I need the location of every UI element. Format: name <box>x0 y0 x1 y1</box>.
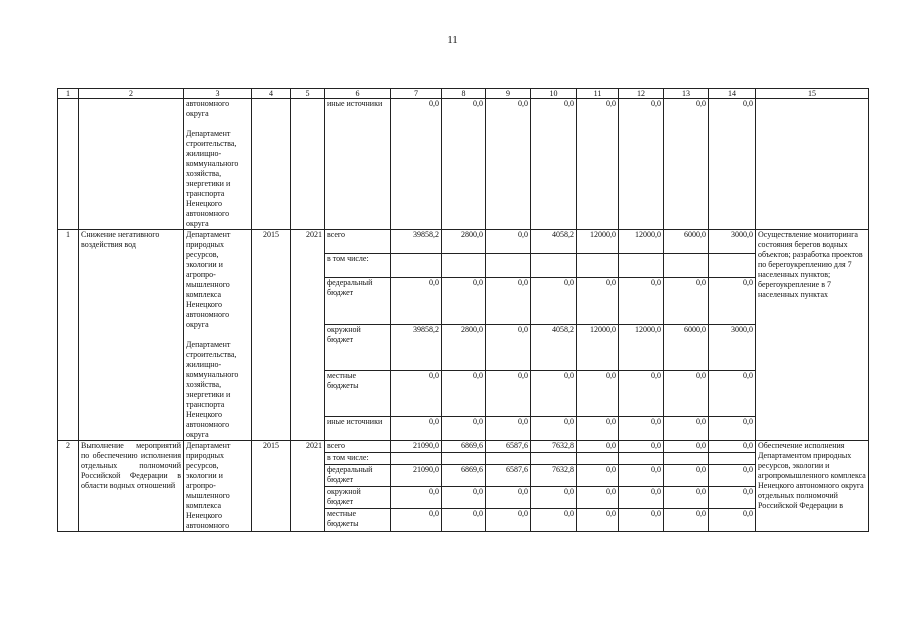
column-header: 1 <box>58 89 79 99</box>
funding-value: 0,0 <box>391 370 442 416</box>
responsible-line: ресурсов, <box>186 461 219 470</box>
funding-value: 39858,2 <box>391 324 442 370</box>
expected-result <box>756 99 869 230</box>
funding-value: 0,0 <box>619 487 664 509</box>
responsible-line: агропро- <box>186 270 216 279</box>
funding-value: 0,0 <box>664 99 709 230</box>
responsible-line: Ненецкого <box>186 199 223 208</box>
responsible-line: мышленного <box>186 491 230 500</box>
column-header: 13 <box>664 89 709 99</box>
funding-value: 2800,0 <box>442 324 486 370</box>
responsible-line: Департамент <box>186 340 231 349</box>
responsible-line: коммунального <box>186 159 239 168</box>
funding-value: 6869,6 <box>442 441 486 453</box>
page-number: 11 <box>447 34 458 46</box>
funding-value: 21090,0 <box>391 464 442 486</box>
funding-value <box>619 254 664 278</box>
funding-source: окружной бюджет <box>325 487 391 509</box>
responsible-line: Ненецкого <box>186 300 223 309</box>
funding-value: 0,0 <box>577 464 619 486</box>
funding-value: 21090,0 <box>391 441 442 453</box>
funding-value: 0,0 <box>531 416 577 440</box>
column-header: 6 <box>325 89 391 99</box>
funding-value: 0,0 <box>664 416 709 440</box>
row-number: 1 <box>58 230 79 441</box>
funding-value <box>709 254 756 278</box>
funding-value <box>442 452 486 464</box>
funding-value: 0,0 <box>531 509 577 532</box>
expected-result: Обеспечение исполнения Департаментом природных ресурсов, экологии и агропромышленного комплекса Ненецкого автономного округа отдельных полномочий Российской Федерации в <box>756 441 869 532</box>
column-header: 14 <box>709 89 756 99</box>
start-year: 2015 <box>252 441 291 532</box>
funding-value: 0,0 <box>664 441 709 453</box>
column-header: 11 <box>577 89 619 99</box>
funding-value <box>664 254 709 278</box>
funding-value: 0,0 <box>442 509 486 532</box>
funding-source: местные бюджеты <box>325 370 391 416</box>
funding-value: 0,0 <box>531 278 577 324</box>
funding-value: 0,0 <box>486 370 531 416</box>
program-table <box>57 88 869 532</box>
responsible-executor <box>184 441 252 532</box>
funding-value: 0,0 <box>709 416 756 440</box>
responsible-line: ресурсов, <box>186 250 219 259</box>
funding-value: 0,0 <box>577 278 619 324</box>
funding-value: 6000,0 <box>664 324 709 370</box>
funding-value: 0,0 <box>577 509 619 532</box>
column-header: 4 <box>252 89 291 99</box>
funding-source: окружной бюджет <box>325 324 391 370</box>
funding-value: 0,0 <box>664 464 709 486</box>
funding-value: 12000,0 <box>619 324 664 370</box>
responsible-line: автономного <box>186 310 230 319</box>
funding-value: 0,0 <box>664 370 709 416</box>
funding-value <box>486 254 531 278</box>
column-header: 3 <box>184 89 252 99</box>
funding-value: 0,0 <box>442 99 486 230</box>
funding-value: 0,0 <box>486 416 531 440</box>
funding-value: 0,0 <box>442 370 486 416</box>
responsible-line: автономного <box>186 521 230 530</box>
responsible-line: энергетики и <box>186 390 231 399</box>
responsible-line: округа <box>186 219 209 228</box>
funding-value: 0,0 <box>442 416 486 440</box>
table-row <box>58 99 869 230</box>
funding-value: 0,0 <box>486 324 531 370</box>
funding-source: иные источники <box>325 99 391 230</box>
expected-result: Осуществление мониторинга состояния берегов водных объектов; разработка проектов по берегоукреплению для 7 населенных пунктов; берегоукрепление в 7 населенных пунктах <box>756 230 869 441</box>
responsible-line: автономного <box>186 99 230 108</box>
responsible-executor <box>184 230 252 441</box>
funding-value: 12000,0 <box>577 324 619 370</box>
funding-value <box>577 254 619 278</box>
funding-value: 7632,8 <box>531 464 577 486</box>
column-header: 2 <box>79 89 184 99</box>
responsible-line: округа <box>186 320 209 329</box>
responsible-line: комплекса <box>186 501 222 510</box>
column-header: 8 <box>442 89 486 99</box>
responsible-line: экологии и <box>186 260 223 269</box>
responsible-line: хозяйства, <box>186 169 222 178</box>
responsible-line: Департамент <box>186 129 231 138</box>
funding-value: 0,0 <box>709 441 756 453</box>
funding-value: 0,0 <box>486 509 531 532</box>
funding-value: 0,0 <box>619 509 664 532</box>
funding-value: 0,0 <box>577 370 619 416</box>
funding-value: 0,0 <box>709 464 756 486</box>
funding-value: 0,0 <box>391 487 442 509</box>
funding-value: 0,0 <box>391 416 442 440</box>
funding-value <box>531 254 577 278</box>
responsible-line <box>186 330 249 340</box>
funding-value: 12000,0 <box>619 230 664 254</box>
responsible-line: Ненецкого <box>186 410 223 419</box>
responsible-line: жилищно- <box>186 149 222 158</box>
funding-value: 0,0 <box>619 464 664 486</box>
funding-value: 0,0 <box>664 509 709 532</box>
responsible-executor <box>184 99 252 230</box>
funding-source: всего <box>325 441 391 453</box>
funding-value: 0,0 <box>664 487 709 509</box>
column-header: 10 <box>531 89 577 99</box>
funding-value <box>709 452 756 464</box>
funding-value: 0,0 <box>619 370 664 416</box>
responsible-line: жилищно- <box>186 360 222 369</box>
funding-value: 0,0 <box>619 99 664 230</box>
funding-value <box>531 452 577 464</box>
funding-value: 12000,0 <box>577 230 619 254</box>
responsible-line: мышленного <box>186 280 230 289</box>
funding-value <box>442 254 486 278</box>
funding-value: 3000,0 <box>709 324 756 370</box>
responsible-line: автономного <box>186 209 230 218</box>
funding-value: 0,0 <box>531 99 577 230</box>
activity-name <box>79 99 184 230</box>
funding-value: 0,0 <box>486 487 531 509</box>
funding-value: 0,0 <box>442 487 486 509</box>
funding-source: всего <box>325 230 391 254</box>
funding-value: 39858,2 <box>391 230 442 254</box>
activity-name: Выполнение мероприятий по обеспечению исполнения отдельных полномочий Российской Федерации в области водных отношений <box>79 441 184 532</box>
responsible-line: транспорта <box>186 189 225 198</box>
header-row <box>58 89 869 99</box>
responsible-line <box>186 119 249 129</box>
activity-name: Снижение негативного воздействия вод <box>79 230 184 441</box>
row-number: 2 <box>58 441 79 532</box>
responsible-line: строительства, <box>186 139 237 148</box>
funding-value: 0,0 <box>577 487 619 509</box>
funding-value: 0,0 <box>577 441 619 453</box>
responsible-line: округа <box>186 109 209 118</box>
funding-value: 0,0 <box>531 370 577 416</box>
responsible-line: энергетики и <box>186 179 231 188</box>
funding-value: 0,0 <box>709 99 756 230</box>
funding-value: 0,0 <box>486 230 531 254</box>
responsible-line: автономного <box>186 420 230 429</box>
funding-value: 0,0 <box>709 370 756 416</box>
start-year <box>252 99 291 230</box>
responsible-line: коммунального <box>186 370 239 379</box>
funding-value: 0,0 <box>391 509 442 532</box>
funding-value <box>577 452 619 464</box>
funding-value: 0,0 <box>664 278 709 324</box>
start-year: 2015 <box>252 230 291 441</box>
responsible-line: Ненецкого <box>186 511 223 520</box>
funding-value: 0,0 <box>619 278 664 324</box>
funding-value: 0,0 <box>391 99 442 230</box>
funding-value <box>664 452 709 464</box>
funding-value: 6587,6 <box>486 464 531 486</box>
funding-value: 0,0 <box>391 278 442 324</box>
responsible-line: Департамент <box>186 441 231 450</box>
end-year: 2021 <box>291 230 325 441</box>
funding-value: 3000,0 <box>709 230 756 254</box>
funding-value <box>391 254 442 278</box>
responsible-line: природных <box>186 451 225 460</box>
column-header: 5 <box>291 89 325 99</box>
funding-source: в том числе: <box>325 452 391 464</box>
responsible-line: транспорта <box>186 400 225 409</box>
funding-value: 0,0 <box>577 416 619 440</box>
funding-source: иные источники <box>325 416 391 440</box>
funding-source: федеральный бюджет <box>325 464 391 486</box>
responsible-line: агропро- <box>186 481 216 490</box>
funding-value: 0,0 <box>577 99 619 230</box>
funding-value: 0,0 <box>486 278 531 324</box>
funding-value: 4058,2 <box>531 324 577 370</box>
responsible-line: комплекса <box>186 290 222 299</box>
funding-value: 2800,0 <box>442 230 486 254</box>
responsible-line: Департамент <box>186 230 231 239</box>
responsible-line: природных <box>186 240 225 249</box>
funding-value: 0,0 <box>619 416 664 440</box>
funding-value: 0,0 <box>709 278 756 324</box>
funding-source: местные бюджеты <box>325 509 391 532</box>
table-row <box>58 441 869 453</box>
responsible-line: округа <box>186 430 209 439</box>
funding-value: 4058,2 <box>531 230 577 254</box>
end-year <box>291 99 325 230</box>
funding-value: 6869,6 <box>442 464 486 486</box>
funding-value: 0,0 <box>709 509 756 532</box>
column-header: 7 <box>391 89 442 99</box>
funding-value: 0,0 <box>619 441 664 453</box>
funding-value: 0,0 <box>709 487 756 509</box>
funding-value: 0,0 <box>486 99 531 230</box>
funding-value: 6587,6 <box>486 441 531 453</box>
column-header: 12 <box>619 89 664 99</box>
funding-value <box>486 452 531 464</box>
responsible-line: экологии и <box>186 471 223 480</box>
row-number <box>58 99 79 230</box>
funding-value <box>391 452 442 464</box>
table-row <box>58 230 869 254</box>
responsible-line: хозяйства, <box>186 380 222 389</box>
responsible-line: строительства, <box>186 350 237 359</box>
funding-source: федеральный бюджет <box>325 278 391 324</box>
funding-source: в том числе: <box>325 254 391 278</box>
funding-value <box>619 452 664 464</box>
column-header: 15 <box>756 89 869 99</box>
column-header: 9 <box>486 89 531 99</box>
funding-value: 0,0 <box>531 487 577 509</box>
funding-value: 6000,0 <box>664 230 709 254</box>
funding-value: 0,0 <box>442 278 486 324</box>
funding-value: 7632,8 <box>531 441 577 453</box>
end-year: 2021 <box>291 441 325 532</box>
